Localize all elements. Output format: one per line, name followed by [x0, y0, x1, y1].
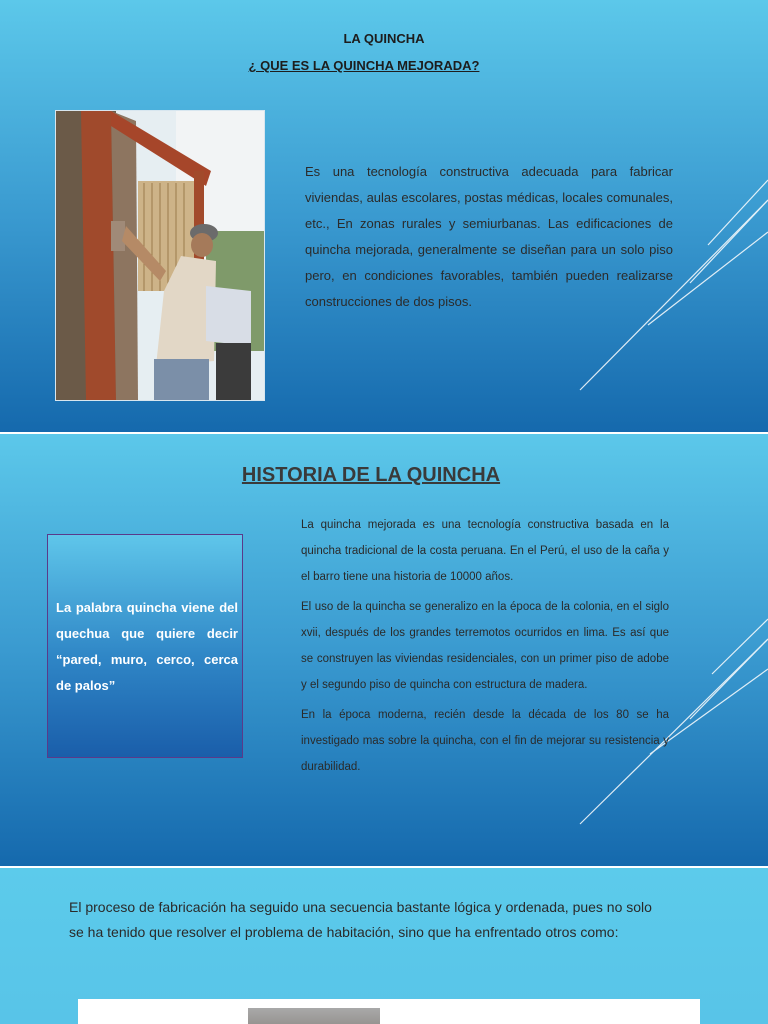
- definition-text: La palabra quincha viene del quechua que quiere decir “pared, muro, cerco, cerca de palos”: [56, 600, 238, 693]
- construction-photo: [55, 110, 265, 401]
- section-heading: HISTORIA DE LA QUINCHA: [241, 464, 501, 486]
- history-paragraph-2: El uso de la quincha se generalizo en la época de la colonia, en el siglo xvii, después de los grandes terremotos ocurridos en lima. Es así que se construyen las viviendas residenciales, con un primer piso de adobe y el segundo piso de quincha con estructura de madera.: [301, 601, 669, 691]
- process-paragraph: El proceso de fabricación ha seguido una secuencia bastante lógica y ordenada, pues no solo se ha tenido que resolver el problema de habitación, sino que ha enfrentado otros como:: [69, 899, 652, 940]
- history-column: [301, 512, 669, 784]
- intro-paragraph: Es una tecnología constructiva adecuada para fabricar viviendas, aulas escolares, postas médicas, locales comunales, etc., En zonas rurales y semiurbanas. Las edificaciones de quincha mejorada, generalmente se diseñan para un solo piso pero, en condiciones favorables, también pueden realizarse construcciones de dos pisos.: [305, 164, 673, 309]
- page-title: LA QUINCHA: [343, 31, 425, 46]
- image-card: [78, 999, 700, 1024]
- history-paragraph-3: En la época moderna, recién desde la década de los 80 se ha investigado mas sobre la quincha, con el fin de mejorar su resistencia y durabilidad.: [301, 709, 669, 773]
- slide-2: [0, 434, 768, 866]
- page-subtitle: ¿ QUE ES LA QUINCHA MEJORADA?: [248, 58, 480, 73]
- history-paragraph-1: La quincha mejorada es una tecnología constructiva basada en la quincha tradicional de la costa peruana. En el Perú, el uso de la caña y el barro tiene una historia de 10000 años.: [301, 519, 669, 583]
- landscape-thumbnail: [248, 1008, 380, 1024]
- slide-1: [0, 0, 768, 432]
- slide-3: [0, 868, 768, 1024]
- definition-box: [47, 534, 243, 758]
